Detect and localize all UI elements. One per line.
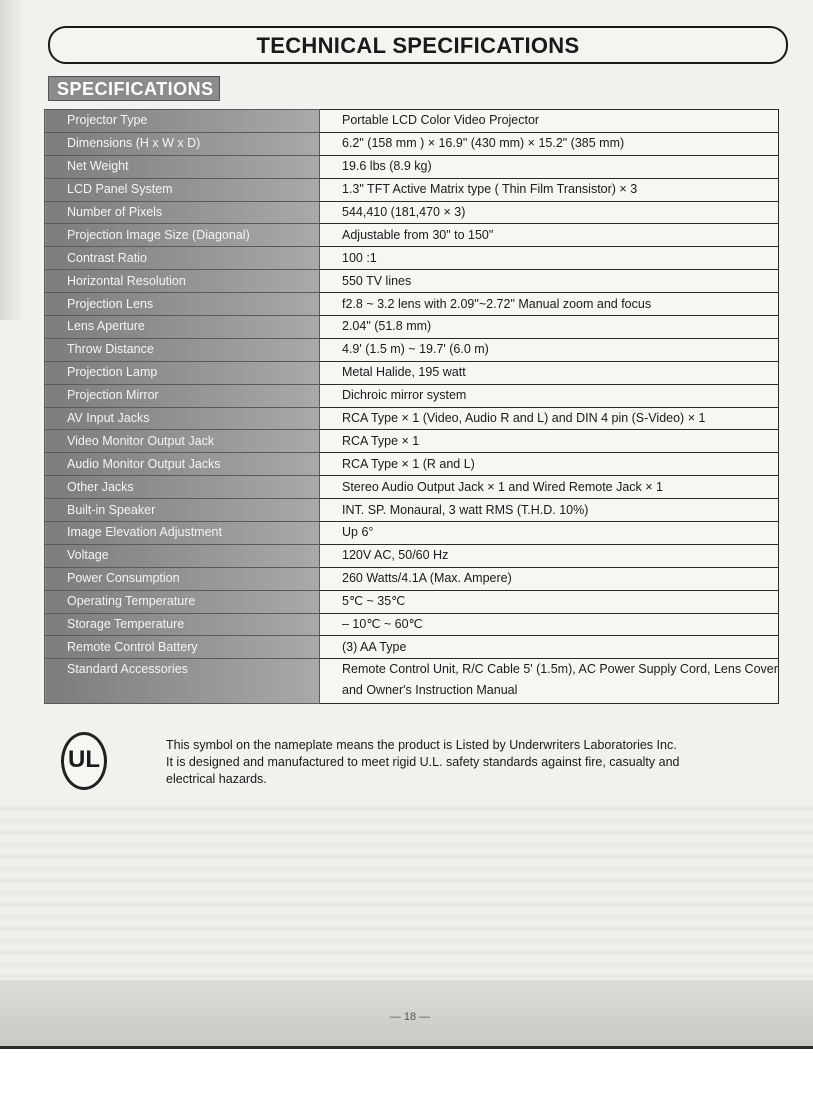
spec-value: 19.6 lbs (8.9 kg) — [320, 155, 779, 178]
spec-row — [45, 361, 779, 384]
section-heading: SPECIFICATIONS — [48, 76, 220, 101]
specifications-table — [44, 109, 779, 704]
spec-row — [45, 522, 779, 545]
spec-label: Contrast Ratio — [45, 247, 320, 270]
spec-label: Storage Temperature — [45, 613, 320, 636]
spec-value: Up 6° — [320, 522, 779, 545]
spec-value: 2.04" (51.8 mm) — [320, 316, 779, 339]
spec-value: 1.3" TFT Active Matrix type ( Thin Film Transistor) × 3 — [320, 178, 779, 201]
spec-value: 5℃ ~ 35℃ — [320, 590, 779, 613]
ul-statement — [166, 737, 786, 788]
title-frame — [48, 26, 788, 64]
spec-value: 544,410 (181,470 × 3) — [320, 201, 779, 224]
spec-label: AV Input Jacks — [45, 407, 320, 430]
spec-row — [45, 499, 779, 522]
spec-label: Standard Accessories — [45, 659, 320, 704]
spec-label: Projection Lamp — [45, 361, 320, 384]
spec-row — [45, 132, 779, 155]
spec-label: Other Jacks — [45, 476, 320, 499]
spec-label: Lens Aperture — [45, 316, 320, 339]
spec-value: INT. SP. Monaural, 3 watt RMS (T.H.D. 10%) — [320, 499, 779, 522]
spec-label: Operating Temperature — [45, 590, 320, 613]
spec-label: Number of Pixels — [45, 201, 320, 224]
spec-label: Horizontal Resolution — [45, 270, 320, 293]
spec-row — [45, 293, 779, 316]
spec-label: Projection Lens — [45, 293, 320, 316]
spec-value: RCA Type × 1 (Video, Audio R and L) and DIN 4 pin (S-Video) × 1 — [320, 407, 779, 430]
spec-value: Remote Control Unit, R/C Cable 5' (1.5m), AC Power Supply Cord, Lens Cover and Owner's Instruction Manual — [320, 659, 779, 704]
spec-label: Image Elevation Adjustment — [45, 522, 320, 545]
spec-label: Built-in Speaker — [45, 499, 320, 522]
spec-value: 550 TV lines — [320, 270, 779, 293]
spec-row — [45, 430, 779, 453]
spec-value: 260 Watts/4.1A (Max. Ampere) — [320, 567, 779, 590]
spec-row — [45, 544, 779, 567]
spec-row — [45, 453, 779, 476]
spec-label: Projector Type — [45, 110, 320, 133]
spec-row — [45, 155, 779, 178]
spec-label: Remote Control Battery — [45, 636, 320, 659]
spec-value: (3) AA Type — [320, 636, 779, 659]
spec-row — [45, 384, 779, 407]
spec-label: Projection Mirror — [45, 384, 320, 407]
spec-label: Video Monitor Output Jack — [45, 430, 320, 453]
spec-value: RCA Type × 1 (R and L) — [320, 453, 779, 476]
spec-value: RCA Type × 1 — [320, 430, 779, 453]
spec-row — [45, 270, 779, 293]
spec-value: Metal Halide, 195 watt — [320, 361, 779, 384]
spec-label: LCD Panel System — [45, 178, 320, 201]
ul-statement-line: It is designed and manufactured to meet rigid U.L. safety standards against fire, casualty and — [166, 755, 680, 769]
spec-row — [45, 178, 779, 201]
spec-row — [45, 659, 779, 704]
spec-label: Projection Image Size (Diagonal) — [45, 224, 320, 247]
spec-row — [45, 567, 779, 590]
spec-row — [45, 338, 779, 361]
spec-value: Dichroic mirror system — [320, 384, 779, 407]
spec-value: 120V AC, 50/60 Hz — [320, 544, 779, 567]
spec-row — [45, 247, 779, 270]
page-number: — 18 — — [389, 1011, 431, 1023]
spec-label: Voltage — [45, 544, 320, 567]
spec-value: Stereo Audio Output Jack × 1 and Wired Remote Jack × 1 — [320, 476, 779, 499]
spec-label: Throw Distance — [45, 338, 320, 361]
spec-value: 4.9' (1.5 m) ~ 19.7' (6.0 m) — [320, 338, 779, 361]
spec-row — [45, 407, 779, 430]
spec-value: – 10℃ ~ 60℃ — [320, 613, 779, 636]
page-edge-shadow — [0, 0, 22, 320]
spec-row — [45, 316, 779, 339]
spec-label: Net Weight — [45, 155, 320, 178]
ul-statement-line: This symbol on the nameplate means the product is Listed by Underwriters Laboratories Inc. — [166, 738, 677, 752]
ul-logo: UL — [61, 732, 107, 790]
spec-value: 6.2" (158 mm ) × 16.9" (430 mm) × 15.2" (385 mm) — [320, 132, 779, 155]
spec-row — [45, 110, 779, 133]
spec-value: f2.8 ~ 3.2 lens with 2.09"~2.72" Manual zoom and focus — [320, 293, 779, 316]
spec-row — [45, 476, 779, 499]
spec-value: Portable LCD Color Video Projector — [320, 110, 779, 133]
spec-value: Adjustable from 30" to 150" — [320, 224, 779, 247]
page-title: TECHNICAL SPECIFICATIONS — [256, 33, 580, 58]
spec-row — [45, 224, 779, 247]
spec-label: Dimensions (H x W x D) — [45, 132, 320, 155]
ul-statement-line: electrical hazards. — [166, 772, 267, 786]
spec-row — [45, 613, 779, 636]
spec-row — [45, 636, 779, 659]
spec-label: Audio Monitor Output Jacks — [45, 453, 320, 476]
faded-print-area — [0, 800, 813, 1046]
spec-row — [45, 201, 779, 224]
spec-row — [45, 590, 779, 613]
spec-value: 100 :1 — [320, 247, 779, 270]
spec-label: Power Consumption — [45, 567, 320, 590]
